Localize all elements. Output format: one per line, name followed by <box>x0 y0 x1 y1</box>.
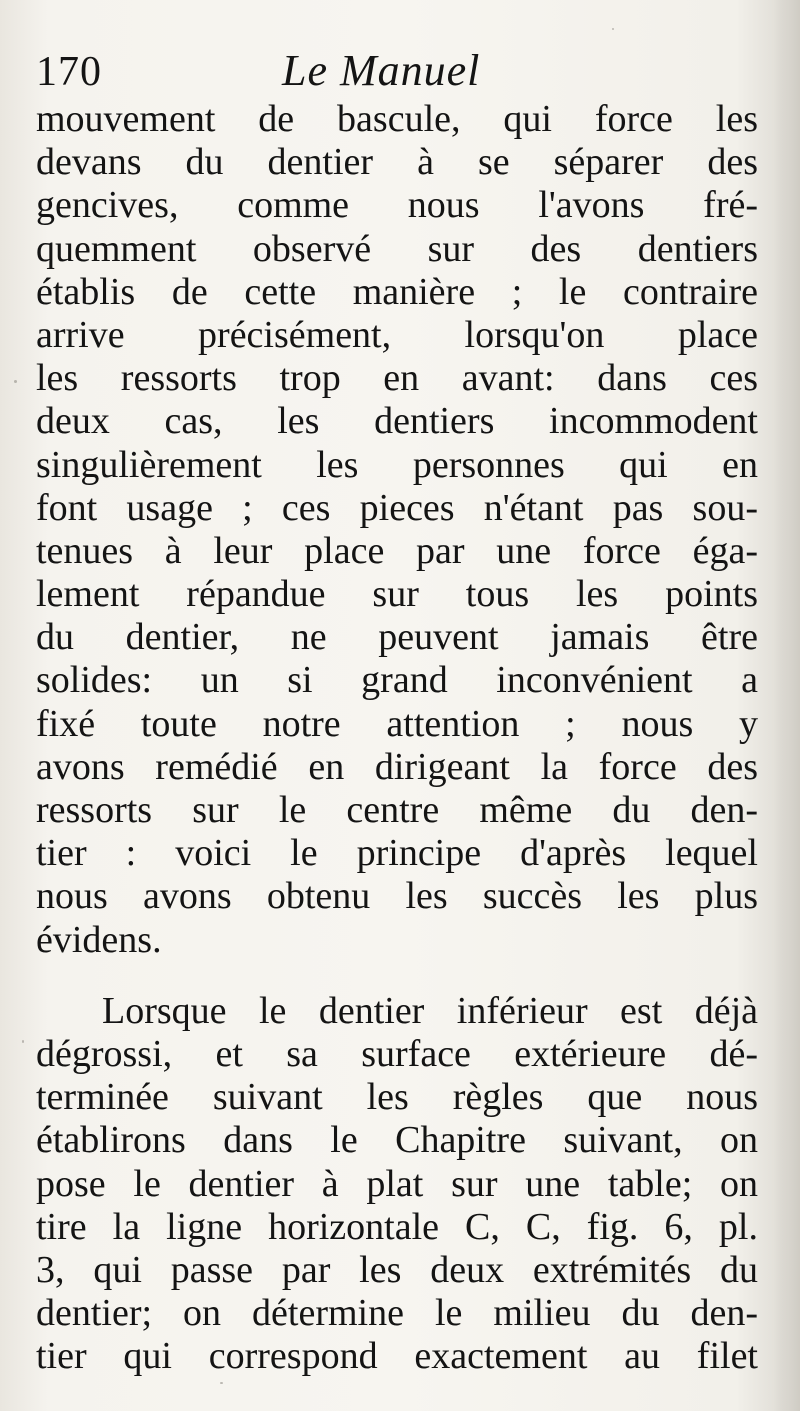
text-line: devans du dentier à se séparer des <box>36 141 758 184</box>
text-line: 3, qui passe par les deux extrémités du <box>36 1248 758 1291</box>
text-line: singulièrement les personnes qui en <box>36 443 758 486</box>
running-title: Le Manuel <box>282 46 481 95</box>
text-line: tenues à leur place par une force éga- <box>36 529 758 572</box>
paper-speck <box>14 380 17 383</box>
text-line: quemment observé sur des dentiers <box>36 227 758 270</box>
text-line: lement répandue sur tous les points <box>36 573 758 616</box>
text-line: établis de cette manière ; le contraire <box>36 270 758 313</box>
page-number: 170 <box>36 49 102 95</box>
text-line: les ressorts trop en avant: dans ces <box>36 357 758 400</box>
text-line: établirons dans le Chapitre suivant, on <box>36 1119 758 1162</box>
text-line: mouvement de bascule, qui force les <box>36 98 758 140</box>
text-line: Lorsque le dentier inférieur est déjà <box>102 989 758 1032</box>
text-line: tier qui correspond exactement au filet <box>36 1335 758 1378</box>
paragraph-2 <box>36 990 758 1379</box>
text-line: ressorts sur le centre même du den- <box>36 789 758 831</box>
text-line: gencives, comme nous l'avons fré- <box>36 184 758 227</box>
text-line: du dentier, ne peuvent jamais être <box>36 616 758 659</box>
text-line: dégrossi, et sa surface extérieure dé- <box>36 1032 758 1075</box>
text-line: font usage ; ces pieces n'étant pas sou- <box>36 486 758 529</box>
text-line: arrive précisément, lorsqu'on place <box>36 313 758 356</box>
text-line: nous avons obtenu les succès les plus <box>36 875 758 918</box>
paper-speck <box>22 1040 24 1043</box>
text-line: dentier; on détermine le milieu du den- <box>36 1292 758 1335</box>
page-edge-shadow <box>774 0 800 1411</box>
body-text <box>36 98 758 1378</box>
text-line: évidens. <box>36 918 162 961</box>
text-line: solides: un si grand inconvénient a <box>36 659 758 702</box>
text-line: deux cas, les dentiers incommodent <box>36 400 758 443</box>
paragraph-gap <box>36 962 758 990</box>
paper-speck <box>612 28 614 30</box>
paragraph-1 <box>36 98 758 962</box>
text-line: fixé toute notre attention ; nous y <box>36 702 758 745</box>
paper-speck <box>220 1382 223 1384</box>
text-line: tier : voici le principe d'après lequel <box>36 832 758 875</box>
text-line: tire la ligne horizontale C, C, fig. 6, pl. <box>36 1205 758 1248</box>
text-line: terminée suivant les règles que nous <box>36 1076 758 1119</box>
running-head <box>36 44 756 100</box>
text-line: pose le dentier à plat sur une table; on <box>36 1162 758 1205</box>
text-line: avons remédié en dirigeant la force des <box>36 745 758 788</box>
